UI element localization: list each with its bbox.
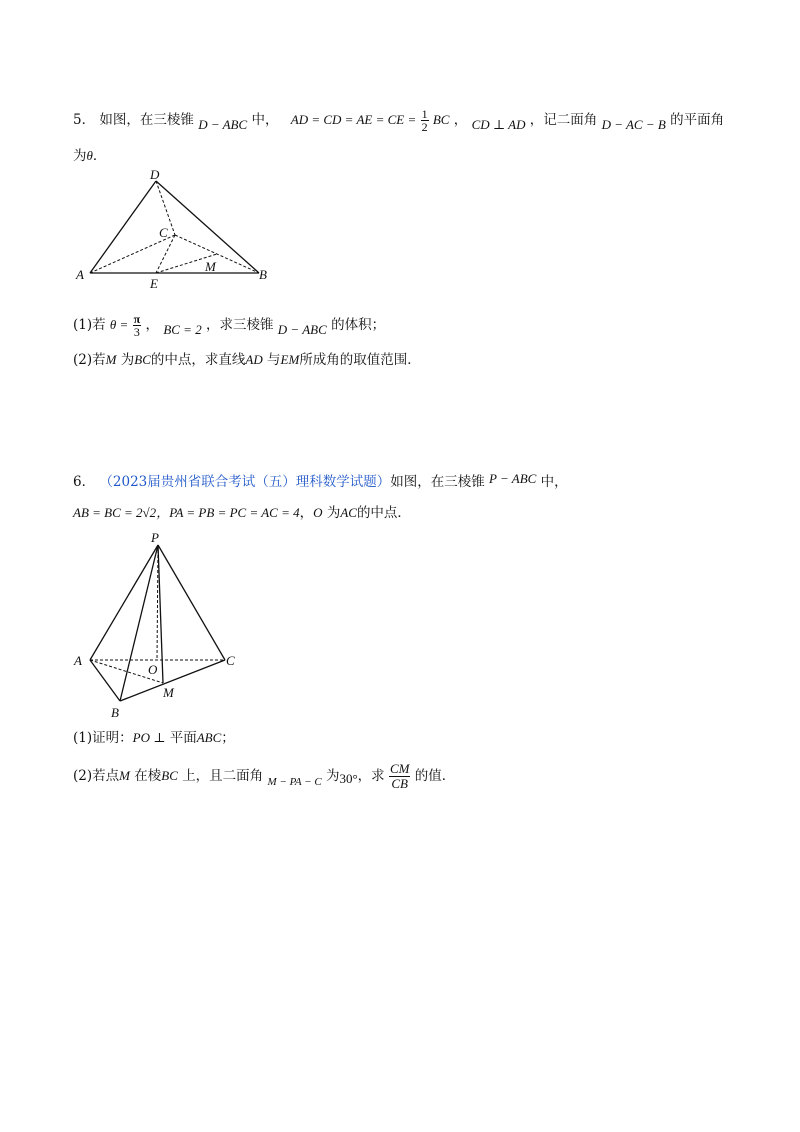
p6-question1 [73, 728, 235, 748]
p6-q2-e: ，求 [357, 768, 385, 784]
p5-q1-mid: ，求三棱锥 [206, 317, 274, 333]
p5-edge-AC [90, 235, 175, 273]
p6-label-A: A [74, 653, 82, 668]
p5-label-B: B [259, 267, 267, 282]
p6-edge-PO [157, 545, 158, 660]
p6-question2 [73, 762, 455, 791]
p5-label-A: A [76, 267, 84, 282]
p6-cond4: 为 [326, 505, 341, 521]
p6-q1-c: ； [221, 730, 235, 746]
p5-comma1: ， [453, 112, 468, 128]
p5-q2-c: 的中点，求直线 [150, 352, 246, 368]
p6-q1-ABC: ABC [196, 730, 222, 745]
p6-edge-AB [90, 660, 120, 701]
p5-q2-e: 所成角的取值范围． [299, 352, 421, 368]
p5-figure [70, 165, 290, 295]
p5-cond-lhs: AD = CD = AE = CE = [290, 112, 417, 127]
p6-O: O [313, 505, 323, 520]
p5-q2-EM: EM [280, 352, 300, 367]
p6-cond3: ， [299, 505, 314, 521]
p5-q2-a: (2)若 [73, 352, 106, 368]
p6-q2-frac-den: CB [391, 776, 409, 791]
p5-q1-pyramid: D − ABC [277, 322, 327, 337]
p6-number: 6． [73, 474, 96, 490]
p5-theta: θ [86, 148, 93, 163]
p6-label-M: M [163, 685, 174, 700]
p5-q2-b: 为 [120, 352, 135, 368]
p5-label-M: M [205, 259, 216, 274]
p6-pyramid: P − ABC [489, 471, 537, 486]
p5-label-E: E [150, 276, 158, 291]
p6-edge-PM [158, 545, 163, 683]
p5-line2-b: ． [92, 148, 107, 164]
p5-intro-b: 中， [251, 112, 279, 128]
p5-comma2: ，记二面角 [529, 112, 598, 128]
p6-figure [65, 528, 255, 723]
p5-label-D: D [150, 167, 160, 182]
p6-q1-a: (1)证明： [73, 730, 133, 746]
p5-q1-bc: BC = 2 [163, 322, 202, 337]
p6-edge-PB [120, 545, 158, 701]
p6-q2-angle: 30° [339, 771, 358, 786]
p6-cond1: AB = BC = 2√2 [73, 505, 157, 520]
p6-label-B: B [111, 705, 119, 720]
p6-q2-BC: BC [161, 768, 178, 783]
p6-q1-perp: PO ⊥ [132, 730, 166, 745]
p6-label-P: P [151, 530, 159, 545]
p6-label-C: C [226, 653, 235, 668]
p5-number: 5． [73, 112, 96, 128]
p5-dihedral: D − AC − B [601, 117, 666, 132]
p5-cond-rhs: BC [432, 112, 450, 127]
p6-intro-b: 中， [540, 474, 568, 490]
p6-statement-line2 [73, 503, 411, 523]
p5-q2-AD: AD [245, 352, 263, 367]
p6-edge-PC [158, 545, 225, 660]
p6-q2-dihedral: M − PA − C [267, 776, 322, 788]
p5-statement-line2 [73, 146, 106, 166]
p5-intro-a: 如图，在三棱锥 [99, 112, 194, 128]
p5-edge-DA [90, 181, 156, 273]
p5-q2-BC: BC [134, 352, 151, 367]
p5-half-num: 1 [421, 107, 428, 121]
p6-q2-a: (2)若点 [73, 768, 120, 784]
p5-q1-comma: ， [145, 317, 160, 333]
p6-q2-M: M [119, 768, 130, 783]
p5-question1 [73, 312, 385, 338]
p6-q1-b: 平面 [169, 730, 197, 746]
p5-q2-M: M [105, 352, 117, 367]
p6-q2-c: 上，且二面角 [182, 768, 264, 784]
p5-line2-a: 为 [73, 148, 87, 164]
p6-q2-f: 的值． [414, 768, 456, 784]
p6-source: （2023届贵州省联合考试（五）理科数学试题） [99, 474, 391, 490]
p6-q2-fraction [389, 762, 411, 791]
p6-intro-a: 如图，在三棱锥 [390, 474, 485, 490]
p5-edge-CE [156, 235, 175, 273]
p6-edge-PA [90, 545, 158, 660]
p5-q1-three: 3 [133, 325, 140, 339]
p5-statement-line1 [73, 108, 724, 133]
p5-question2 [73, 350, 421, 370]
p5-label-C: C [159, 225, 168, 240]
p6-q2-frac-num: CM [389, 761, 410, 776]
p6-AC: AC [340, 505, 357, 520]
p6-q2-b: 在棱 [134, 768, 162, 784]
p5-q1-theta-eq: θ = [109, 317, 129, 332]
p5-half-fraction [421, 108, 429, 133]
p6-q2-d: 为 [325, 768, 340, 784]
p5-q1-pi: π [133, 312, 141, 326]
p5-q1-prefix: (1)若 [73, 317, 106, 333]
p6-label-O: O [148, 662, 158, 677]
p5-half-den: 2 [421, 120, 428, 134]
p5-q1-fraction [133, 313, 142, 338]
p6-statement-line1 [73, 472, 568, 492]
p5-q2-d: 与 [267, 352, 281, 368]
p5-q1-tail: 的体积； [331, 317, 386, 333]
p6-cond5: 的中点． [356, 505, 411, 521]
p5-angle-tail: 的平面角 [670, 112, 725, 128]
p5-perp: CD ⊥ AD [471, 117, 526, 132]
p6-cond2: ，PA = PB = PC = AC = 4 [156, 505, 300, 520]
p5-pyramid: D − ABC [198, 117, 248, 132]
